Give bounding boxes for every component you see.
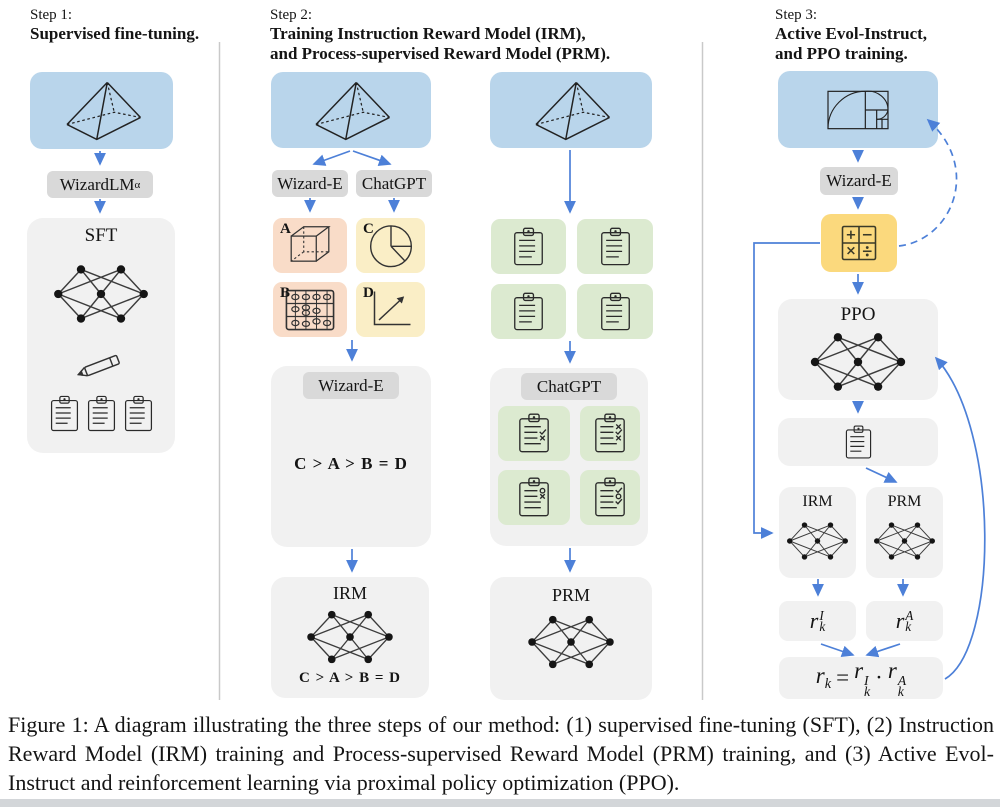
formula-rhs1-sup: I (864, 672, 869, 688)
prm-title: PRM (887, 493, 922, 510)
sft-title: SFT (84, 225, 118, 246)
neural-network-icon (872, 519, 937, 563)
instruction-reward-formula (779, 601, 856, 641)
abacus-icon (284, 288, 336, 332)
calculator-icon (837, 221, 881, 265)
solution-box (577, 219, 653, 274)
chatgpt-label: ChatGPT (361, 173, 427, 193)
clipboard-icon (49, 394, 80, 434)
clipboard-icon (844, 424, 873, 461)
step2-wizard-e-box (272, 170, 348, 197)
prm-title: PRM (551, 585, 591, 605)
clipboard-x-check-x-icon (593, 412, 627, 455)
step3-wizard-e-box (820, 167, 898, 195)
reward-sub: k (819, 619, 826, 634)
step3-title-line1: Active Evol-Instruct, (775, 24, 928, 43)
option-a-box (273, 218, 347, 273)
graded-solution-box (498, 406, 570, 461)
option-a-key: A (280, 221, 291, 237)
equals-sign: = (836, 665, 850, 690)
chatgpt-judge-label: ChatGPT (536, 376, 602, 396)
golden-ratio-icon (826, 89, 890, 131)
graded-solution-box (580, 406, 640, 461)
wizard-e-judge-box (303, 372, 399, 399)
ppo-title: PPO (840, 304, 876, 325)
graded-solution-box (580, 470, 640, 525)
step2-model-box-left (271, 72, 431, 148)
clipboard-icon (512, 226, 545, 268)
ranking-text: C > A > B = D (294, 454, 408, 473)
bottom-strip (0, 799, 1000, 807)
step1-model-box (30, 72, 173, 149)
wizard-e-label: Wizard-E (826, 171, 892, 190)
clipboard-icon (599, 226, 632, 268)
formula-rhs2-sup: A (897, 672, 907, 688)
neural-network-icon (302, 608, 398, 666)
arrow-reward-to-ppo-feedback (936, 358, 985, 679)
solution-box (577, 284, 653, 339)
wizard-e-label: Wizard-E (277, 173, 343, 193)
combined-reward-box (779, 657, 943, 699)
reward-sup: I (819, 607, 824, 623)
irm-title: IRM (332, 583, 367, 603)
formula-rhs2-sub: k (897, 684, 904, 700)
step2-model-box-right (490, 72, 652, 148)
pyramid-icon (307, 79, 395, 142)
graded-solution-box (498, 470, 570, 525)
step3-title-line2: and PPO training. (775, 44, 908, 63)
wizard-e-judge-label: Wizard-E (318, 375, 384, 395)
irm-title: IRM (802, 493, 833, 510)
step2-title-line1: Training Instruction Reward Model (IRM), (270, 24, 586, 43)
prm-scorer-box (866, 487, 943, 578)
arrow-reward-i-to-formula (821, 644, 853, 655)
solution-box (491, 284, 566, 339)
pyramid-icon (527, 79, 615, 142)
dot-operator: · (875, 665, 883, 690)
wizardlm-superscript: α (134, 178, 141, 191)
option-d-box (356, 282, 425, 337)
step1-title: Supervised fine-tuning. (30, 24, 200, 43)
ppo-panel (778, 299, 938, 400)
step3-label: Step 3: (775, 7, 818, 23)
step1-header (30, 6, 199, 44)
wizardlm-label: WizardLM (59, 174, 135, 194)
option-d-key: D (363, 285, 374, 301)
option-c-box (356, 218, 425, 273)
formula-lhs-sub: k (824, 675, 832, 692)
formula-rhs2-var: r (887, 657, 897, 683)
reward-var: r (809, 608, 819, 633)
clipboard-icon (123, 394, 154, 434)
clipboard-check-x-icon (517, 412, 551, 455)
arrow-model-to-wizard-e (314, 151, 350, 164)
step3-model-box (778, 71, 938, 148)
arrow-solution-to-scorers (866, 468, 896, 482)
neural-network-icon (800, 330, 916, 394)
irm-ranking-text: C > A > B = D (299, 670, 401, 686)
clipboard-icon (86, 394, 117, 434)
clipboard-icon (599, 291, 632, 333)
math-problem-box (821, 214, 897, 272)
answer-reward-box (866, 601, 943, 641)
step1-label: Step 1: (30, 7, 73, 23)
reward-sup: A (905, 607, 914, 623)
reward-sub: k (905, 619, 912, 634)
combined-reward-formula (779, 657, 943, 699)
clipboard-check-o-check-icon (593, 476, 627, 519)
reward-var: r (895, 608, 905, 633)
cube-icon (284, 222, 336, 269)
pencil-icon (73, 352, 131, 379)
formula-rhs1-var: r (854, 657, 864, 683)
arrow-model-to-chatgpt (353, 151, 390, 164)
instruction-reward-box (779, 601, 856, 641)
step1-wizardlm-box (47, 171, 153, 198)
option-b-box (273, 282, 347, 337)
sft-panel (27, 218, 175, 453)
figure-caption: Figure 1: A diagram illustrating the three steps of our method: (1) supervised fine-tuning (SFT), (2) Instruction Reward Model (IRM) training and Process-supervised Reward Model (PRM) training, and (3) Active Evol-Instruct and reinforcement learning via proximal policy optimization (PPO). (8, 712, 994, 796)
option-c-key: C (363, 221, 374, 237)
answer-reward-formula (866, 601, 943, 641)
step3-header (775, 6, 927, 64)
clipboard-o-x-icon (517, 476, 551, 519)
neural-network-icon (523, 613, 619, 671)
generated-solution-box (778, 418, 938, 466)
clipboard-icon (512, 291, 545, 333)
pyramid-icon (58, 79, 146, 142)
irm-scorer-box (779, 487, 856, 578)
step2-chatgpt-box (356, 170, 432, 197)
irm-panel (271, 577, 429, 698)
option-b-key: B (280, 285, 291, 301)
chatgpt-judge-box (521, 373, 617, 400)
step2-label: Step 2: (270, 7, 313, 23)
chatgpt-judge-panel (490, 368, 648, 546)
prm-panel (490, 577, 652, 700)
neural-network-icon (785, 519, 850, 563)
neural-network-icon (51, 262, 151, 326)
solution-box (491, 219, 566, 274)
formula-lhs-var: r (815, 663, 825, 688)
sft-clipboards (27, 394, 175, 434)
wizard-e-judge-panel (271, 366, 431, 547)
arrow-reward-a-to-formula (867, 644, 900, 655)
formula-rhs1-sub: k (864, 684, 871, 700)
step2-title-line2: and Process-supervised Reward Model (PRM). (270, 44, 611, 63)
step2-header (270, 6, 610, 64)
